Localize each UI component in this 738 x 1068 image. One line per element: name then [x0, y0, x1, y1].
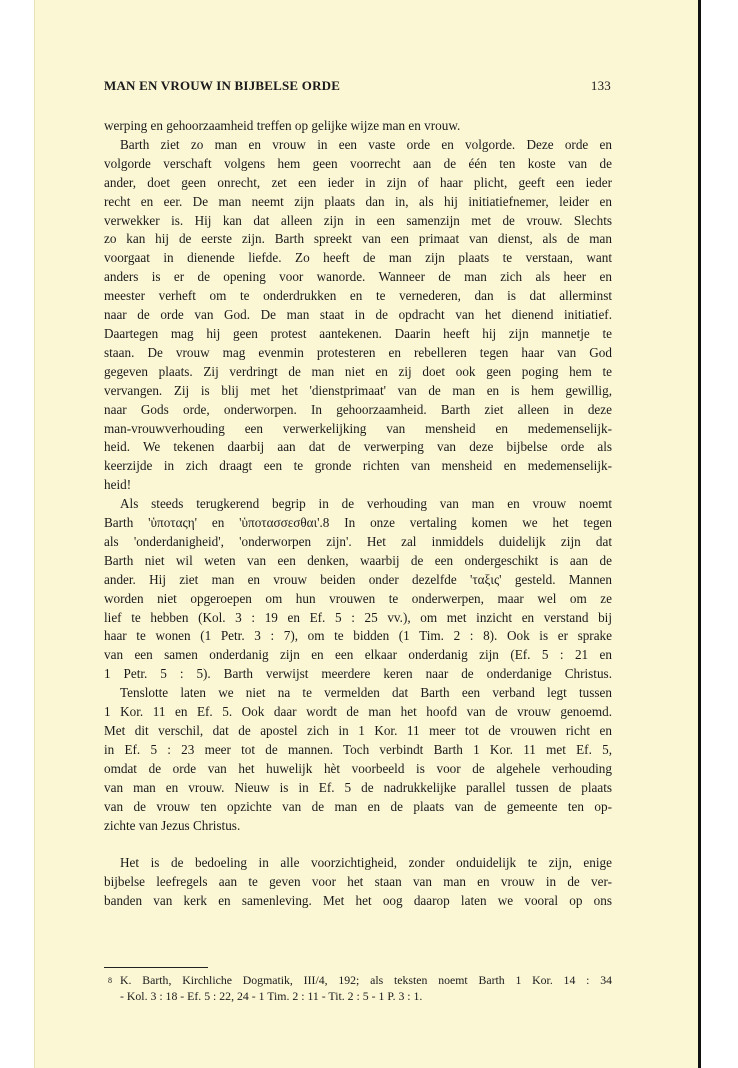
text-line: van man en vrouw. Nieuw is in Ef. 5 de nadrukkelijke parallel tussen de plaats — [104, 779, 612, 795]
text-line: Tenslotte laten we niet na te vermelden dat Barth een verband legt tussen — [120, 685, 612, 701]
text-line: Het is de bedoeling in alle voorzichtigheid, zonder onduidelijk te zijn, enige — [120, 855, 612, 871]
text-line: bijbelse leefregels aan te geven voor het staan van man en vrouw in de ver- — [104, 874, 612, 890]
footnote-rule — [104, 967, 208, 968]
text-line: werping en gehoorzaamheid treffen op gelijke wijze man en vrouw. — [104, 118, 461, 133]
text-line: Daartegen mag hij geen protest aantekenen. Daarin heeft hij zijn mannetje te — [104, 325, 612, 341]
running-title: MAN EN VROUW IN BIJBELSE ORDE — [104, 78, 341, 93]
footnote-line: K. Barth, Kirchliche Dogmatik, III/4, 192; als teksten noemt Barth 1 Kor. 14 : 34 — [120, 973, 612, 987]
text-line: als 'onderdanigheid', 'onderworpen zijn'. Het zal inmiddels duidelijk zijn dat — [104, 533, 612, 549]
text-line: worden niet opgeroepen om hun vrouwen te onderwerpen, maar wel om ze — [104, 590, 612, 606]
text-line: voorgaat in dienende liefde. Zo heeft de man zijn plaats te verstaan, want — [104, 250, 612, 266]
text-line: van de vrouw ten opzichte van de man en de plaats van de gemeente ten op- — [104, 798, 612, 814]
text-line: heid! — [104, 477, 132, 493]
text-line: 1 Petr. 5 : 5). Barth verwijst meerdere keren naar de onderdanige Christus. — [104, 666, 612, 682]
text-line: zichte van Jezus Christus. — [104, 817, 241, 833]
text-line: heid. We tekenen daarbij aan dat de verwerping van deze bijbelse orde als — [104, 439, 612, 455]
footnote-line: - Kol. 3 : 18 - Ef. 5 : 22, 24 - 1 Tim. 2 : 11 - Tit. 2 : 5 - 1 P. 3 : 1. — [120, 989, 423, 1003]
text-line: volgorde verschaft volgens hem geen voorrecht aan de één ten koste van de — [104, 155, 612, 171]
text-line: meester verheft om te onderdrukken en te vernederen, dan is dat allerminst — [104, 288, 612, 304]
text-line: zo kan hij de eerste zijn. Barth spreekt van een primaat van dienst, als de man — [104, 231, 612, 247]
paragraph — [104, 136, 612, 495]
text-line: man-vrouwverhouding een verwerkelijking van mensheid en medemenselijk- — [104, 420, 612, 436]
text-line: Als steeds terugkerend begrip in de verhouding van man en vrouw noemt — [120, 496, 612, 512]
footnote-marker: 8 — [108, 976, 112, 985]
text-line: staan. De vrouw mag evenmin protesteren en rebelleren tegen haar van God — [104, 344, 612, 360]
text-line: Met dit verschil, dat de apostel zich in 1 Kor. 11 meer tot de vrouwen richt en — [104, 723, 612, 738]
text-line: gegeven plaats. Zij verdringt de man niet en zij doet ook geen poging hem te — [104, 363, 612, 379]
text-line: banden van kerk en samenleving. Met het oog daarop laten we vooral op ons — [104, 893, 612, 909]
text-line: lief te hebben (Kol. 3 : 19 en Ef. 5 : 25 vv.), om met inzicht en verstand bij — [104, 609, 612, 625]
paragraph — [104, 495, 612, 684]
text-line: in Ef. 5 : 23 meer tot de mannen. Toch verbindt Barth 1 Kor. 11 met Ef. 5, — [104, 741, 612, 757]
paragraph — [104, 117, 612, 136]
text-line: Barth 'ὑποταςη' en 'ὑποτασσεσθαι'.8 In onze vertaling komen we het tegen — [104, 515, 612, 531]
text-line: verwekker is. Hij kan dat alleen zijn in een samenzijn met de vrouw. Slechts — [104, 212, 612, 228]
text-line: recht en eer. De man neemt zijn plaats dan in, als hij initiatiefnemer, leider en — [104, 193, 612, 209]
text-line: Barth ziet zo man en vrouw in een vaste orde en volgorde. Deze orde en — [120, 136, 612, 152]
text-line: ander. Hij ziet man en vrouw beiden onder dezelfde 'ταξις' gesteld. Mannen — [104, 571, 612, 587]
paragraph — [104, 854, 612, 911]
text-line: anders is er de opening voor wanorde. Wanneer de man zich als heer en — [104, 269, 612, 285]
paragraph — [104, 684, 612, 835]
text-line: naar Gods orde, onderworpen. In gehoorzaamheid. Barth ziet alleen in deze — [104, 401, 612, 417]
text-line: van een samen onderdanig zijn en een elkaar onderdanig zijn (Ef. 5 : 21 en — [104, 647, 612, 663]
body-text — [104, 117, 612, 911]
text-line: omdat de orde van het huwelijk hèt voorbeeld is voor de algehele verhouding — [104, 760, 612, 776]
text-line: 1 Kor. 11 en Ef. 5. Ook daar wordt de man het hoofd van de vrouw genoemd. — [104, 704, 612, 720]
text-line: vervangen. Zij is blij met het 'dienstprimaat' van de man en is hem gewillig, — [104, 382, 612, 398]
page-number: 133 — [590, 78, 611, 93]
page-edge-line — [698, 0, 701, 1068]
text-line: ander, doet geen onrecht, zet een ieder in zijn of haar plicht, geeft een ieder — [104, 174, 612, 190]
text-line: naar de orde van God. De man staat in de opdracht van het dienend initiatief. — [104, 307, 612, 323]
text-line: Barth niet wil weten van een denken, waarbij de een ondergeschikt is aan de — [104, 552, 612, 568]
text-line: haar te wonen (1 Petr. 3 : 7), om te bidden (1 Tim. 2 : 8). Ook is er sprake — [104, 628, 612, 644]
footnote — [104, 972, 612, 1004]
text-line: keerzijde in zich draagt een te gronde richten van mensheid en medemenselijk- — [104, 458, 612, 474]
